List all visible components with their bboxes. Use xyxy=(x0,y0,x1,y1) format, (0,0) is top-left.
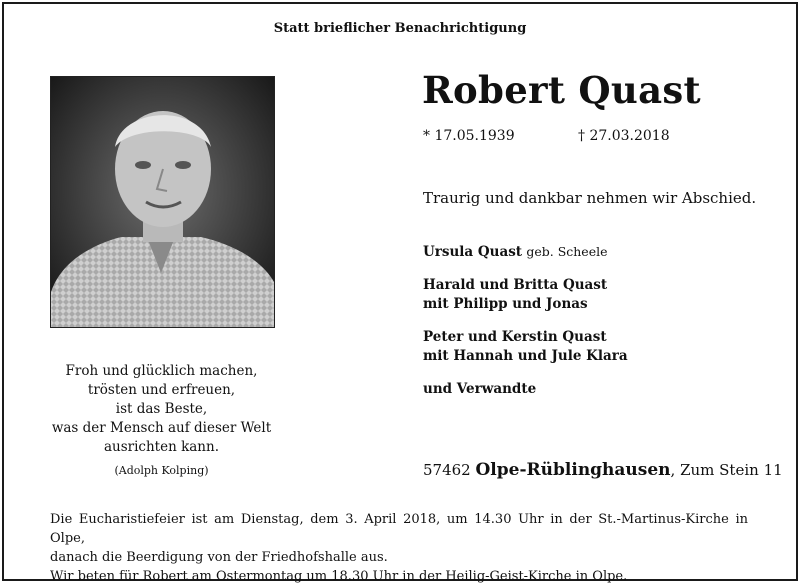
service-line: Wir beten für Robert am Ostermontag um 18.30 Uhr in der Heilig-Geist-Kirche in Olpe. xyxy=(50,569,628,584)
address-city: Olpe-Rüblinghausen xyxy=(475,460,671,480)
quote-line: ist das Beste, xyxy=(115,401,208,417)
service-line: Die Eucharistiefeier ist am Dienstag, dem 3. April 2018, um 14.30 Uhr in der St.-Martinus-Kirche in Olpe, xyxy=(50,512,748,546)
portrait-photo xyxy=(50,76,275,328)
quote-author: (Adolph Kolping) xyxy=(114,464,209,477)
deceased-name: Robert Quast xyxy=(422,68,701,112)
mourner-group xyxy=(423,242,628,262)
quote-line: ausrichten kann. xyxy=(103,439,219,455)
relatives-line: und Verwandte xyxy=(423,381,537,397)
mourner-line: mit Philipp und Jonas xyxy=(423,296,588,312)
quote-line: was der Mensch auf dieser Welt xyxy=(51,420,272,436)
mourner-group xyxy=(423,328,628,366)
maiden-name: geb. Scheele xyxy=(526,244,608,259)
address-street: , Zum Stein 11 xyxy=(670,461,783,479)
notice-header: Statt brieflicher Benachrichtigung xyxy=(273,21,527,36)
portrait-illustration xyxy=(51,77,274,327)
mourners-list xyxy=(423,242,628,413)
mourner-line: Harald und Britta Quast xyxy=(423,277,608,293)
mourner-line: Peter und Kerstin Quast xyxy=(423,329,607,345)
mourner-name: Ursula Quast xyxy=(423,244,523,260)
quote-line: Froh und glücklich machen, xyxy=(65,363,258,379)
quote-line: trösten und erfreuen, xyxy=(87,382,236,398)
mourner-group xyxy=(423,276,628,314)
service-info xyxy=(50,510,748,586)
address xyxy=(423,460,783,480)
mourner-group xyxy=(423,380,628,399)
death-date: † 27.03.2018 xyxy=(578,128,670,144)
mourner-line: mit Hannah und Jule Klara xyxy=(423,348,628,364)
address-zip: 57462 xyxy=(423,461,471,479)
birth-date: * 17.05.1939 xyxy=(423,128,515,144)
farewell-text: Traurig und dankbar nehmen wir Abschied. xyxy=(423,189,757,207)
quote xyxy=(50,362,273,457)
service-line: danach die Beerdigung von der Friedhofshalle aus. xyxy=(50,550,388,565)
